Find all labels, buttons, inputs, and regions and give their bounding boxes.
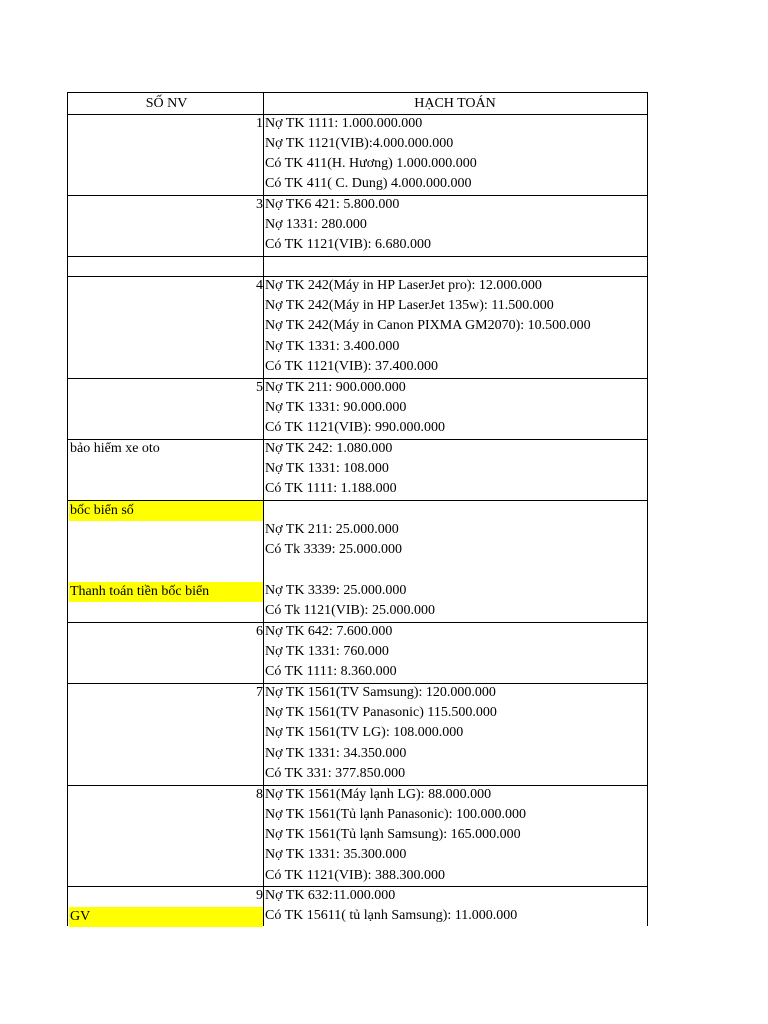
entry-number: 8 <box>256 787 263 802</box>
entry-line: Nợ TK6 421: 5.800.000 <box>265 197 400 212</box>
entry-number: 7 <box>256 685 263 700</box>
entry-line: Có TK 1121(VIB): 37.400.000 <box>265 359 439 374</box>
entry-label: bảo hiểm xe oto <box>70 441 160 456</box>
entry-line: Nợ TK 632:11.000.000 <box>265 888 396 903</box>
entry-line: Nợ TK 1331: 760.000 <box>265 644 389 659</box>
entry-line: Có TK 1121(VIB): 388.300.000 <box>265 868 446 883</box>
entry-line: Có TK 411(H. Hương) 1.000.000.000 <box>265 156 477 171</box>
column-divider <box>263 93 264 926</box>
row-border <box>68 256 647 257</box>
entry-line: Nợ TK 1561(Tủ lạnh Samsung): 165.000.000 <box>265 827 521 842</box>
entry-line: Nợ TK 242(Máy in HP LaserJet 135w): 11.500.000 <box>265 298 554 313</box>
entry-line: Nợ 1331: 280.000 <box>265 217 367 232</box>
entry-line: Nợ TK 242(Máy in Canon PIXMA GM2070): 10.500.000 <box>265 318 591 333</box>
entry-line: Nợ TK 1331: 108.000 <box>265 461 389 476</box>
entry-line: Nợ TK 1561(TV Samsung): 120.000.000 <box>265 685 496 700</box>
ledger-table <box>67 92 648 926</box>
entry-line: Nợ TK 1331: 34.350.000 <box>265 746 407 761</box>
entry-line: Nợ TK 1331: 90.000.000 <box>265 400 407 415</box>
entry-number: 3 <box>256 197 263 212</box>
entry-line: Nợ TK 1561(TV Panasonic) 115.500.000 <box>265 705 497 720</box>
entry-line: Nợ TK 1331: 35.300.000 <box>265 847 407 862</box>
entry-line: Có TK 411( C. Dung) 4.000.000.000 <box>265 176 472 191</box>
entry-number: 5 <box>256 380 263 395</box>
entry-line: Có TK 15611( tủ lạnh Samsung): 11.000.000 <box>265 908 518 923</box>
entry-line: Nợ TK 242: 1.080.000 <box>265 441 393 456</box>
entry-line: Nợ TK 3339: 25.000.000 <box>265 583 407 598</box>
entry-line: Nợ TK 211: 25.000.000 <box>265 522 399 537</box>
entry-number: 9 <box>256 888 263 903</box>
entry-line: Có TK 1121(VIB): 990.000.000 <box>265 420 446 435</box>
entry-line: Nợ TK 1121(VIB):4.000.000.000 <box>265 136 454 151</box>
entry-line: Nợ TK 1561(Tủ lạnh Panasonic): 100.000.000 <box>265 807 527 822</box>
header-hach-toan: HẠCH TOÁN <box>414 96 496 111</box>
entry-line: Có Tk 1121(VIB): 25.000.000 <box>265 603 435 618</box>
entry-line: Nợ TK 1561(TV LG): 108.000.000 <box>265 725 464 740</box>
entry-line: Nợ TK 642: 7.600.000 <box>265 624 393 639</box>
entry-number: 6 <box>256 624 263 639</box>
entry-line: Có TK 1111: 8.360.000 <box>265 664 397 679</box>
entry-line: Nợ TK 211: 900.000.000 <box>265 380 406 395</box>
entry-line: Có TK 1111: 1.188.000 <box>265 481 397 496</box>
entry-line: Nợ TK 1331: 3.400.000 <box>265 339 400 354</box>
header-so-nv: SỐ NV <box>145 96 188 111</box>
entry-number: 1 <box>256 116 263 131</box>
entry-line: Có Tk 3339: 25.000.000 <box>265 542 403 557</box>
entry-label-highlighted: Thanh toán tiền bốc biển <box>69 582 263 602</box>
entry-line: Nợ TK 242(Máy in HP LaserJet pro): 12.000.000 <box>265 278 542 293</box>
entry-label-highlighted: GV <box>69 907 263 927</box>
entry-line: Nợ TK 1561(Máy lạnh LG): 88.000.000 <box>265 787 492 802</box>
entry-label-highlighted: bốc biển số <box>69 501 263 521</box>
entry-line: Có TK 331: 377.850.000 <box>265 766 406 781</box>
entry-number: 4 <box>256 278 263 293</box>
entry-line: Có TK 1121(VIB): 6.680.000 <box>265 237 432 252</box>
entry-line: Nợ TK 1111: 1.000.000.000 <box>265 116 423 131</box>
